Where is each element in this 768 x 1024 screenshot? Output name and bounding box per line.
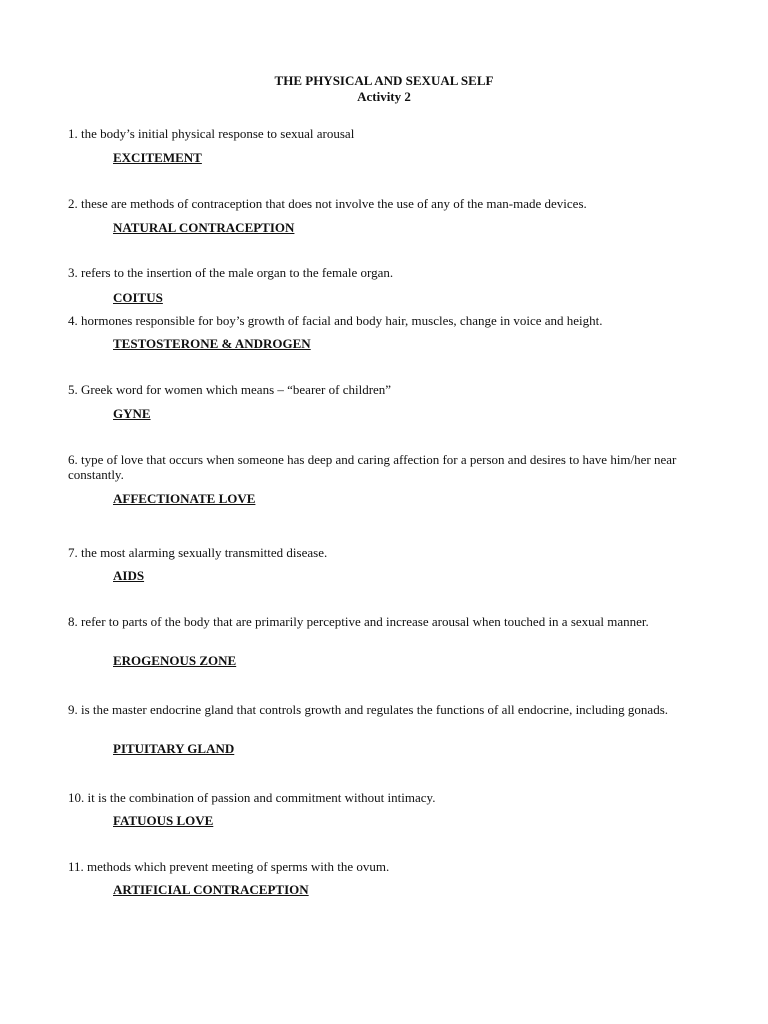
question-9: 9. is the master endocrine gland that controls growth and regulates the functions of all endocrine, including gonads. [68,702,669,717]
answer-7: AIDS [113,568,145,583]
answer-2: NATURAL CONTRACEPTION [113,220,295,235]
question-7: 7. the most alarming sexually transmitted disease. [68,545,328,560]
question-6: 6. type of love that occurs when someone has deep and caring affection for a person and desires to have him/her near constantly. [68,452,677,482]
answer-6: AFFECTIONATE LOVE [113,491,256,506]
question-5: 5. Greek word for women which means – “bearer of children” [68,382,392,397]
question-8: 8. refer to parts of the body that are primarily perceptive and increase arousal when touched in a sexual manner. [68,614,649,629]
answer-10: FATUOUS LOVE [113,813,214,828]
answer-3: COITUS [113,290,163,305]
question-4: 4. hormones responsible for boy’s growth of facial and body hair, muscles, change in voice and height. [68,313,603,328]
question-2: 2. these are methods of contraception that does not involve the use of any of the man-made devices. [68,196,587,211]
question-3: 3. refers to the insertion of the male organ to the female organ. [68,265,394,280]
answer-1: EXCITEMENT [113,150,202,165]
answer-4: TESTOSTERONE & ANDROGEN [113,336,311,351]
answer-5: GYNE [113,406,151,421]
answer-11: ARTIFICIAL CONTRACEPTION [113,882,309,897]
answer-9: PITUITARY GLAND [113,741,235,756]
question-11: 11. methods which prevent meeting of sperms with the ovum. [68,859,390,874]
answer-8: EROGENOUS ZONE [113,653,237,668]
question-10: 10. it is the combination of passion and commitment without intimacy. [68,790,436,805]
document-subtitle: Activity 2 [357,89,411,104]
question-1: 1. the body’s initial physical response to sexual arousal [68,126,355,141]
document-title: THE PHYSICAL AND SEXUAL SELF [274,73,494,88]
